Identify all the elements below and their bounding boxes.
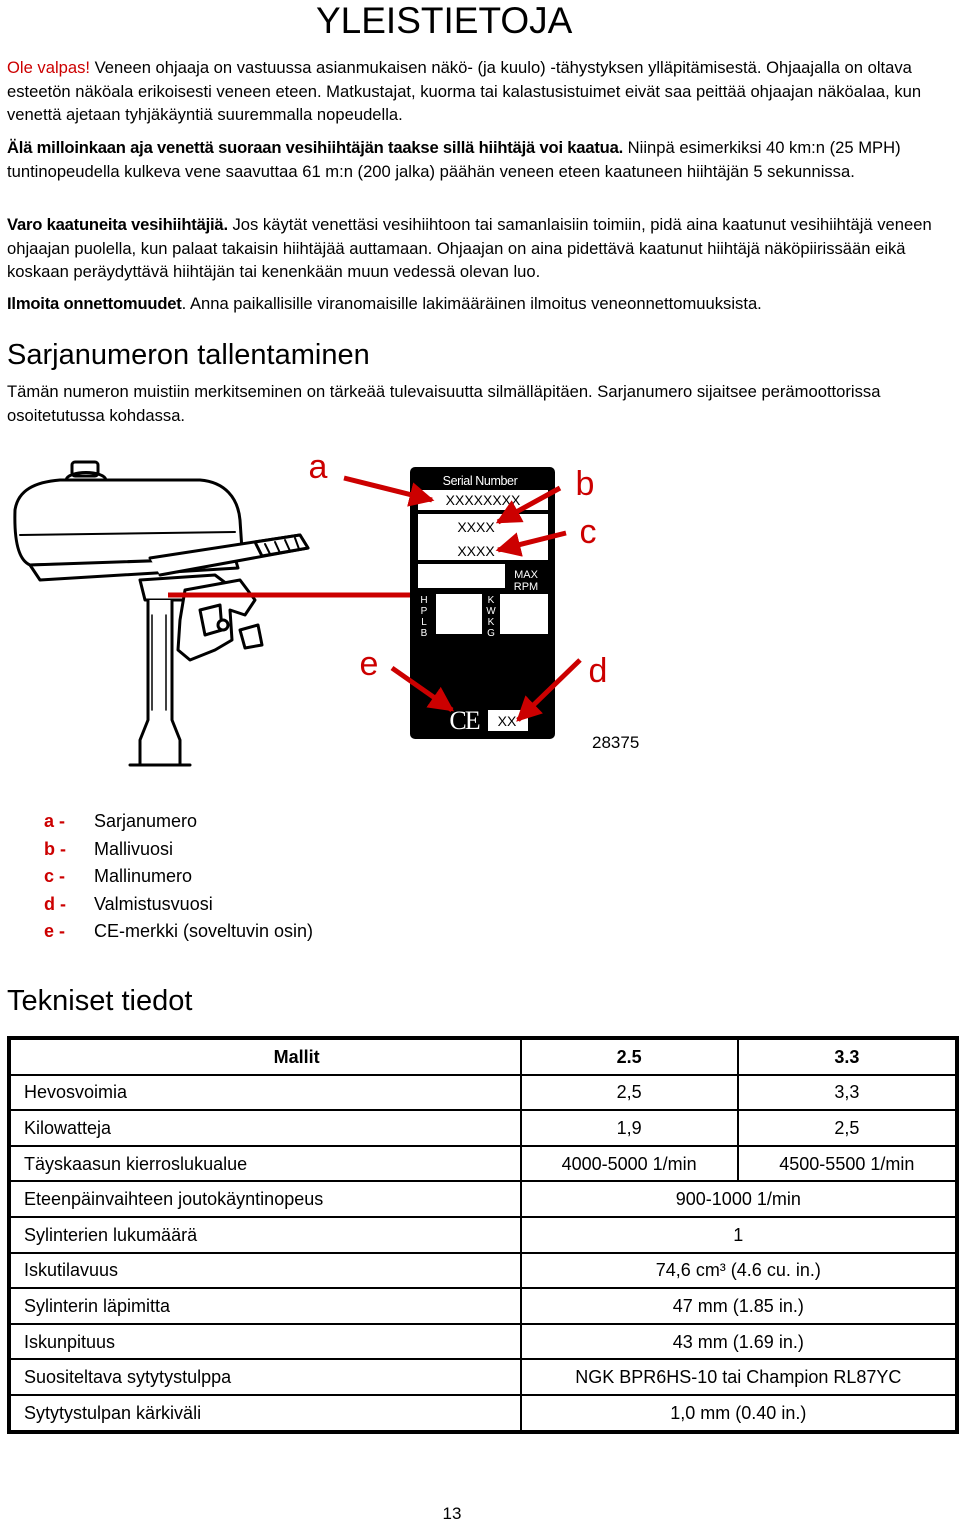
legend-text: Mallinumero xyxy=(94,866,193,886)
spec-label: Iskunpituus xyxy=(11,1325,520,1359)
safety-paragraph-report xyxy=(7,292,957,316)
spec-value-1: 4000-5000 1/min xyxy=(522,1147,737,1181)
report-lead: Ilmoita onnettomuudet xyxy=(7,294,182,313)
spec-label: Täyskaasun kierroslukualue xyxy=(11,1147,520,1181)
spec-row xyxy=(11,1218,955,1252)
spec-row xyxy=(11,1289,955,1323)
spec-value-2: 3,3 xyxy=(739,1076,955,1110)
report-text: . Anna paikallisille viranomaisille lakimääräinen ilmoitus veneonnettomuuksista. xyxy=(181,294,762,313)
outboard-motor-drawing xyxy=(15,462,308,765)
spec-header-model-2: 3.3 xyxy=(739,1040,955,1074)
serial-plate-figure xyxy=(0,440,960,780)
plate-hp-1: P xyxy=(420,606,428,617)
lookout-text: Veneen ohjaaja on vastuussa asianmukaisen näkö- (ja kuulo) -tähystyksen ylläpitämisestä. Ohjaajalla on oltava esteetön näköala erikoisesti veneen eteen. Matkustajat, kuorma tai kalastusistuimet eivät saa peittää ohjaajan näköalaa, kun venettä ajetaan tyhjäkäyntiä suuremmalla nopeudella. xyxy=(7,58,922,124)
spec-value-2: 4500-5500 1/min xyxy=(739,1147,955,1181)
legend-key: d - xyxy=(44,893,66,914)
spec-row xyxy=(11,1182,955,1216)
plate-model: XXXX xyxy=(457,543,495,559)
callout-a: a xyxy=(308,448,328,486)
spec-label: Hevosvoimia xyxy=(11,1076,520,1110)
callout-c: c xyxy=(579,513,597,551)
lookout-lead: Ole valpas! xyxy=(7,58,91,77)
legend-key: e - xyxy=(44,921,66,941)
legend-key: a - xyxy=(44,811,66,831)
callout-e: e xyxy=(359,645,379,683)
skier-lead: Älä milloinkaan aja venettä suoraan vesihiihtäjän taakse sillä hiihtäjä voi kaatua. xyxy=(7,138,624,157)
spec-table xyxy=(7,1036,959,1434)
spec-value-2: 2,5 xyxy=(739,1111,955,1145)
spec-row xyxy=(11,1360,955,1394)
spec-value-shared: NGK BPR6HS-10 tai Champion RL87YC xyxy=(522,1360,955,1394)
spec-header-model-1: 2.5 xyxy=(522,1040,737,1074)
legend-key: b - xyxy=(44,838,66,859)
spec-value-shared: 47 mm (1.85 in.) xyxy=(522,1289,955,1323)
spec-label: Eteenpäinvaihteen joutokäyntinopeus xyxy=(11,1182,520,1216)
spec-header-label: Mallit xyxy=(11,1040,520,1074)
specs-heading: Tekniset tiedot xyxy=(7,985,193,1017)
spec-value-1: 1,9 xyxy=(522,1111,737,1145)
spec-label: Suositeltava sytytystulppa xyxy=(11,1360,520,1394)
spec-label: Sylinterien lukumäärä xyxy=(11,1218,520,1252)
fallen-skier-lead: Varo kaatuneita vesihiihtäjiä. xyxy=(7,215,228,234)
spec-label: Sylinterin läpimitta xyxy=(11,1289,520,1323)
callout-d: d xyxy=(588,652,608,690)
figure-number: 28375 xyxy=(592,733,640,752)
spec-header-row xyxy=(11,1040,955,1074)
spec-row xyxy=(11,1325,955,1359)
ce-mark-icon: CE xyxy=(449,706,479,735)
safety-paragraph-lookout xyxy=(7,56,957,127)
serial-intro: Tämän numeron muistiin merkitseminen on tärkeää tulevaisuutta silmälläpitäen. Sarjanumero sijaitsee perämoottorissa osoitetutussa kohdassa. xyxy=(7,382,881,425)
legend-key: c - xyxy=(44,866,66,886)
spec-value-1: 2,5 xyxy=(522,1076,737,1110)
spec-row xyxy=(11,1111,955,1145)
spec-value-shared: 43 mm (1.69 in.) xyxy=(522,1325,955,1359)
spec-label: Iskutilavuus xyxy=(11,1254,520,1288)
fallen-skier-text: Jos käytät venettäsi vesihiihtoon tai samanlaisiin toimiin, pidä aina kaatunut vesihiihtäjä veneen ohjaajan puolella, kun palaat takaisin hiihtäjää auttamaan. Ohjaajan on aina pidettävä kaatunut hiihtäjä näköpiirissään eikä koskaan peräydyttävä hiihtäjän tai kenenkään muun vedessä olevan luo. xyxy=(7,215,932,281)
spec-label: Kilowatteja xyxy=(11,1111,520,1145)
legend-text: CE-merkki (soveltuvin osin) xyxy=(94,921,314,941)
spec-value-shared: 1 xyxy=(522,1218,955,1252)
safety-paragraph-skier xyxy=(7,136,957,183)
plate-hp-3: B xyxy=(420,628,428,639)
page-title: YLEISTIETOJA xyxy=(316,0,573,41)
plate-serial: XXXXXXXX xyxy=(445,492,521,508)
spec-label: Sytytystulpan kärkiväli xyxy=(11,1396,520,1430)
spec-row xyxy=(11,1396,955,1430)
plate-year: XXXX xyxy=(457,519,495,535)
plate-kw-3: G xyxy=(487,628,495,639)
spec-value-shared: 900-1000 1/min xyxy=(522,1182,955,1216)
legend-text: Sarjanumero xyxy=(94,811,198,831)
plate-hp-0: H xyxy=(420,595,428,606)
legend-text: Valmistusvuosi xyxy=(94,893,213,914)
page-number: 13 xyxy=(442,1504,462,1523)
plate-max: MAX xyxy=(514,569,538,581)
legend-text: Mallivuosi xyxy=(94,838,174,859)
spec-value-shared: 1,0 mm (0.40 in.) xyxy=(522,1396,955,1430)
plate-kw-1: W xyxy=(486,606,496,617)
callout-b: b xyxy=(575,465,595,503)
plate-kw-0: K xyxy=(487,595,495,606)
spec-value-shared: 74,6 cm³ (4.6 cu. in.) xyxy=(522,1254,955,1288)
serial-heading: Sarjanumeron tallentaminen xyxy=(7,339,370,371)
spec-row xyxy=(11,1254,955,1288)
safety-paragraph-fallen-skier xyxy=(7,213,957,284)
plate-hp-2: L xyxy=(421,617,427,628)
spec-row xyxy=(11,1147,955,1181)
skier-text: Niinpä esimerkiksi 40 km:n (25 MPH) tuntinopeudella kulkeva vene saavuttaa 61 m:n (200 jalka) päähän veneen eteen kaatuneen hiihtäjän 5 sekunnissa. xyxy=(7,138,901,181)
plate-ce-year: XX xyxy=(497,713,517,729)
plate-rpm: RPM xyxy=(513,581,539,593)
plate-kw-2: K xyxy=(487,617,495,628)
spec-row xyxy=(11,1076,955,1110)
plate-header: Serial Number xyxy=(442,474,518,488)
